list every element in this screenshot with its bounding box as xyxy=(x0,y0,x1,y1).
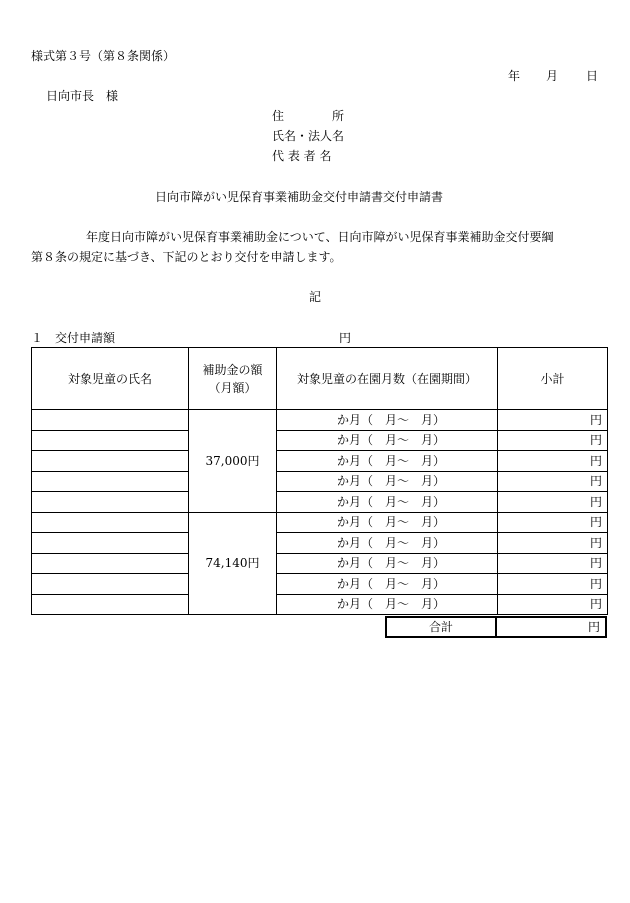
child-name-cell[interactable] xyxy=(32,471,189,492)
child-name-cell[interactable] xyxy=(32,553,189,574)
period-cell: か月（ 月〜 月） xyxy=(277,410,498,431)
date-year-label: 年 xyxy=(508,69,521,83)
child-name-cell[interactable] xyxy=(32,451,189,472)
header-child-name: 対象児童の氏名 xyxy=(32,348,189,410)
item1-unit: 円 xyxy=(339,331,352,345)
subtotal-cell: 円 xyxy=(498,574,608,595)
subtotal-cell: 円 xyxy=(498,553,608,574)
amount-cell: 74,140円 xyxy=(189,512,277,615)
address-label: 住 所 xyxy=(272,109,345,123)
subtotal-cell: 円 xyxy=(498,492,608,513)
period-cell: か月（ 月〜 月） xyxy=(277,430,498,451)
table-row xyxy=(32,471,608,492)
header-months: 対象児童の在園月数（在園期間） xyxy=(277,348,498,410)
subtotal-cell: 円 xyxy=(498,471,608,492)
table-row xyxy=(32,430,608,451)
period-cell: か月（ 月〜 月） xyxy=(277,492,498,513)
table-header-row xyxy=(32,348,608,410)
table-row xyxy=(32,533,608,554)
total-value-cell[interactable]: 円 xyxy=(496,617,606,637)
period-cell: か月（ 月〜 月） xyxy=(277,553,498,574)
subtotal-cell: 円 xyxy=(498,410,608,431)
period-cell: か月（ 月〜 月） xyxy=(277,451,498,472)
table-row xyxy=(32,574,608,595)
table-row xyxy=(32,410,608,431)
subtotal-cell: 円 xyxy=(498,430,608,451)
name-label: 氏名・法人名 xyxy=(272,129,345,143)
child-name-cell[interactable] xyxy=(32,492,189,513)
table-row xyxy=(32,594,608,615)
amount-cell: 37,000円 xyxy=(189,410,277,513)
body-text-line1: 年度日向市障がい児保育事業補助金について、日向市障がい児保育事業補助金交付要綱 xyxy=(86,230,554,244)
period-cell: か月（ 月〜 月） xyxy=(277,594,498,615)
item1-label: １ 交付申請額 xyxy=(31,331,116,345)
date-day-label: 日 xyxy=(586,69,599,83)
child-name-cell[interactable] xyxy=(32,512,189,533)
application-table xyxy=(31,347,608,615)
period-cell: か月（ 月〜 月） xyxy=(277,512,498,533)
period-cell: か月（ 月〜 月） xyxy=(277,574,498,595)
total-table xyxy=(385,616,607,638)
period-cell: か月（ 月〜 月） xyxy=(277,471,498,492)
addressee: 日向市長 様 xyxy=(46,89,119,103)
child-name-cell[interactable] xyxy=(32,410,189,431)
total-label: 合計 xyxy=(386,617,496,637)
child-name-cell[interactable] xyxy=(32,594,189,615)
header-amount-line2: （月額） xyxy=(208,380,257,395)
table-row xyxy=(32,492,608,513)
table-row xyxy=(32,553,608,574)
subtotal-cell: 円 xyxy=(498,533,608,554)
total-row xyxy=(386,617,606,637)
subtotal-cell: 円 xyxy=(498,512,608,533)
ki-heading: 記 xyxy=(309,290,322,304)
body-text-line2: 第８条の規定に基づき、下記のとおり交付を申請します。 xyxy=(31,250,342,264)
date-month-label: 月 xyxy=(546,69,559,83)
header-subtotal: 小計 xyxy=(498,348,608,410)
subtotal-cell: 円 xyxy=(498,594,608,615)
table-row xyxy=(32,512,608,533)
representative-label: 代 表 者 名 xyxy=(272,149,332,163)
child-name-cell[interactable] xyxy=(32,430,189,451)
header-amount-line1: 補助金の額 xyxy=(202,362,263,377)
subtotal-cell: 円 xyxy=(498,451,608,472)
table-row xyxy=(32,451,608,472)
child-name-cell[interactable] xyxy=(32,574,189,595)
document-title: 日向市障がい児保育事業補助金交付申請書交付申請書 xyxy=(155,190,444,204)
period-cell: か月（ 月〜 月） xyxy=(277,533,498,554)
child-name-cell[interactable] xyxy=(32,533,189,554)
header-amount xyxy=(189,348,277,410)
form-number: 様式第３号（第８条関係） xyxy=(31,49,176,63)
